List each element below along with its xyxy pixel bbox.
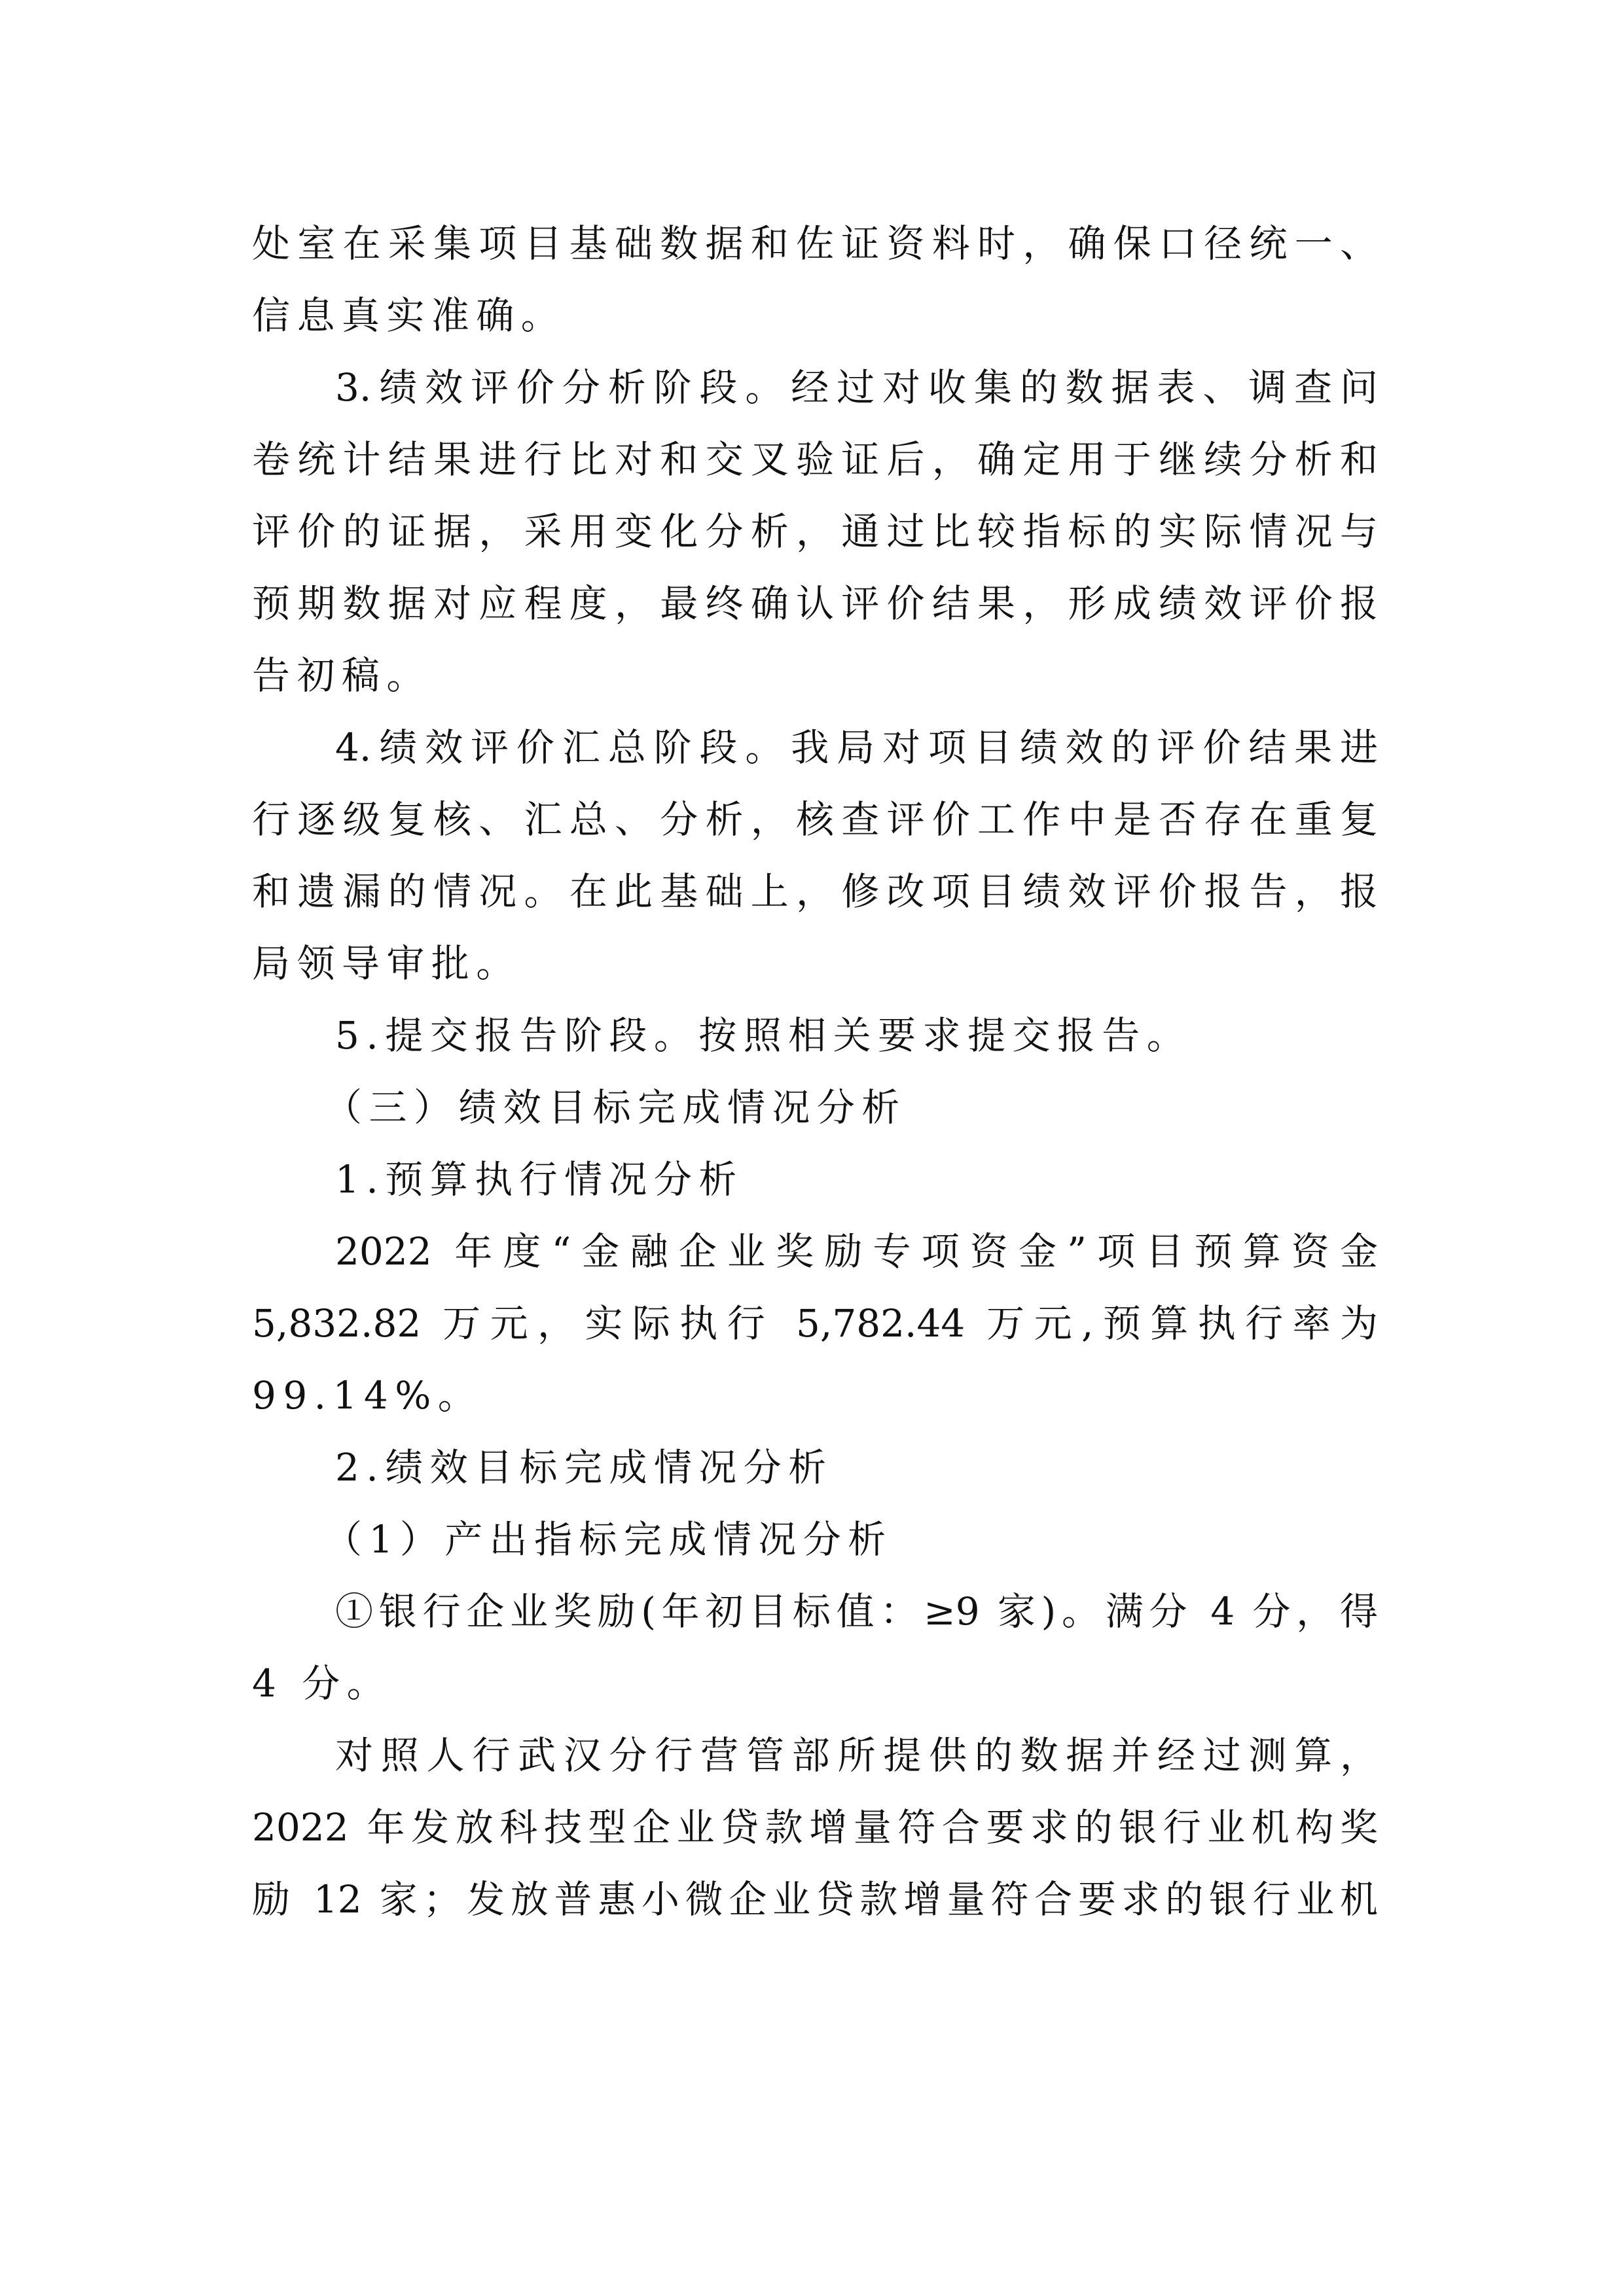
paragraph-line: 99.14%。 bbox=[252, 1373, 483, 1418]
paragraph-line: 处室在采集项目基础数据和佐证资料时，确保口径统一、 bbox=[252, 221, 1378, 266]
paragraph-line: 4 分。 bbox=[252, 1661, 392, 1706]
paragraph-line: 励 12 家；发放普惠小微企业贷款增量符合要求的银行业机 bbox=[252, 1877, 1378, 1922]
paragraph-line: 5.提交报告阶段。按照相关要求提交报告。 bbox=[335, 1013, 1192, 1058]
subsection-heading: 1.预算执行情况分析 bbox=[335, 1157, 744, 1202]
paragraph-line: 局领导审批。 bbox=[252, 941, 521, 986]
paragraph-line: ①银行企业奖励(年初目标值：≥9 家)。满分 4 分，得 bbox=[335, 1589, 1378, 1634]
paragraph-line: 行逐级复核、汇总、分析，核查评价工作中是否存在重复 bbox=[252, 797, 1378, 842]
paragraph-line: 信息真实准确。 bbox=[252, 293, 566, 338]
subsection-heading: （1）产出指标完成情况分析 bbox=[324, 1517, 893, 1562]
paragraph-line: 5,832.82 万元，实际执行 5,782.44 万元,预算执行率为 bbox=[252, 1301, 1378, 1346]
subsection-heading: 2.绩效目标完成情况分析 bbox=[335, 1445, 833, 1490]
paragraph-line: 2022 年发放科技型企业贷款增量符合要求的银行业机构奖 bbox=[252, 1805, 1378, 1850]
section-heading: （三）绩效目标完成情况分析 bbox=[324, 1085, 907, 1130]
paragraph-line: 预期数据对应程度，最终确认评价结果，形成绩效评价报 bbox=[252, 581, 1378, 626]
paragraph-line: 4.绩效评价汇总阶段。我局对项目绩效的评价结果进 bbox=[335, 725, 1378, 770]
paragraph-line: 卷统计结果进行比对和交叉验证后，确定用于继续分析和 bbox=[252, 437, 1378, 482]
paragraph-line: 对照人行武汉分行营管部所提供的数据并经过测算， bbox=[335, 1733, 1378, 1778]
paragraph-line: 3.绩效评价分析阶段。经过对收集的数据表、调查问 bbox=[335, 365, 1378, 410]
paragraph-line: 2022 年度“金融企业奖励专项资金”项目预算资金 bbox=[335, 1229, 1378, 1274]
paragraph-line: 告初稿。 bbox=[252, 653, 431, 698]
paragraph-line: 和遗漏的情况。在此基础上，修改项目绩效评价报告，报 bbox=[252, 869, 1378, 914]
paragraph-line: 评价的证据，采用变化分析，通过比较指标的实际情况与 bbox=[252, 509, 1378, 554]
